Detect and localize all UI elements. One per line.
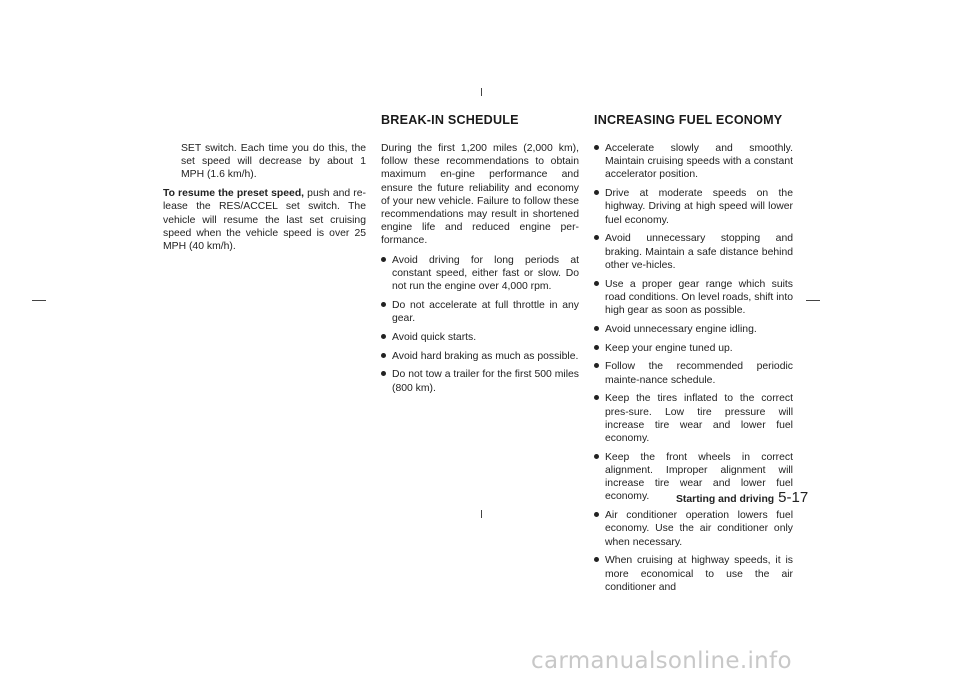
bullet-icon [594,235,599,240]
watermark: carmanualsonline.info [531,648,792,674]
bullet-icon [594,454,599,459]
list-item: Avoid driving for long periods at constant speed, either fast or slow. Do not run the engine over 4,000 rpm. [381,254,579,294]
list-item: Keep the tires inflated to the correct pres-sure. Low tire pressure will increase tire wear and lower fuel economy. [594,392,793,445]
bullet-icon [594,145,599,150]
page-number: 5-17 [778,489,809,506]
list-item: Keep your engine tuned up. [594,342,793,355]
list-item: Do not accelerate at full throttle in any gear. [381,299,579,325]
list-item: Avoid unnecessary stopping and braking. Maintain a safe distance behind other ve-hicles. [594,232,793,272]
bullet-icon [381,302,386,307]
bullet-icon [381,334,386,339]
list-item: Do not tow a trailer for the first 500 miles (800 km). [381,368,579,394]
bullet-icon [594,326,599,331]
resume-paragraph [163,187,366,253]
crop-mark-left [32,300,46,301]
column-cruise-control [163,142,366,253]
list-item: Avoid hard braking as much as possible. [381,350,579,363]
bullet-icon [381,257,386,262]
break-in-list [381,254,579,395]
break-in-intro: During the first 1,200 miles (2,000 km), follow these recommendations to obtain maximum en-gine performance and ensure the future reliability and economy of your new vehicle. Failure to follow these recommendations may result in shortened engine life and reduced engine per-formance. [381,143,579,247]
list-item: Keep the front wheels in correct alignment. Improper alignment will increase tire wear and lower fuel economy. [594,451,793,504]
bullet-icon [594,363,599,368]
column-fuel-economy [594,142,793,600]
page-footer [676,489,808,506]
fuel-economy-list [594,142,793,594]
list-item: Drive at moderate speeds on the highway. Driving at high speed will lower fuel economy. [594,187,793,227]
crop-mark-top [481,88,482,96]
resume-text: push and re-lease the RES/ACCEL set switch. The vehicle will resume the last set cruising speed when the vehicle speed is over 25 MPH (40 km/h). [163,188,366,252]
bullet-icon [594,345,599,350]
list-item: When cruising at highway speeds, it is more economical to use the air conditioner and [594,554,793,594]
list-item: Avoid quick starts. [381,331,579,344]
list-item: Accelerate slowly and smoothly. Maintain cruising speeds with a constant accelerator position. [594,142,793,182]
bullet-icon [594,190,599,195]
bullet-icon [381,353,386,358]
footer-section-title: Starting and driving [676,494,775,505]
list-item: Follow the recommended periodic mainte-nance schedule. [594,360,793,386]
bullet-icon [594,395,599,400]
list-item: Use a proper gear range which suits road conditions. On level roads, shift into high gear as soon as possible. [594,278,793,318]
crop-mark-right [806,300,820,301]
crop-mark-bottom [481,510,482,518]
fuel-economy-heading: INCREASING FUEL ECONOMY [594,113,783,127]
bullet-icon [381,371,386,376]
resume-lead: To resume the preset speed, [163,188,305,200]
bullet-icon [594,281,599,286]
column-break-in [381,142,579,400]
list-item: Avoid unnecessary engine idling. [594,323,793,336]
bullet-icon [594,512,599,517]
list-item: Air conditioner operation lowers fuel economy. Use the air conditioner only when necessary. [594,509,793,549]
break-in-heading: BREAK-IN SCHEDULE [381,113,519,127]
continued-paragraph: SET switch. Each time you do this, the set speed will decrease by about 1 MPH (1.6 km/h). [181,143,366,181]
bullet-icon [594,557,599,562]
